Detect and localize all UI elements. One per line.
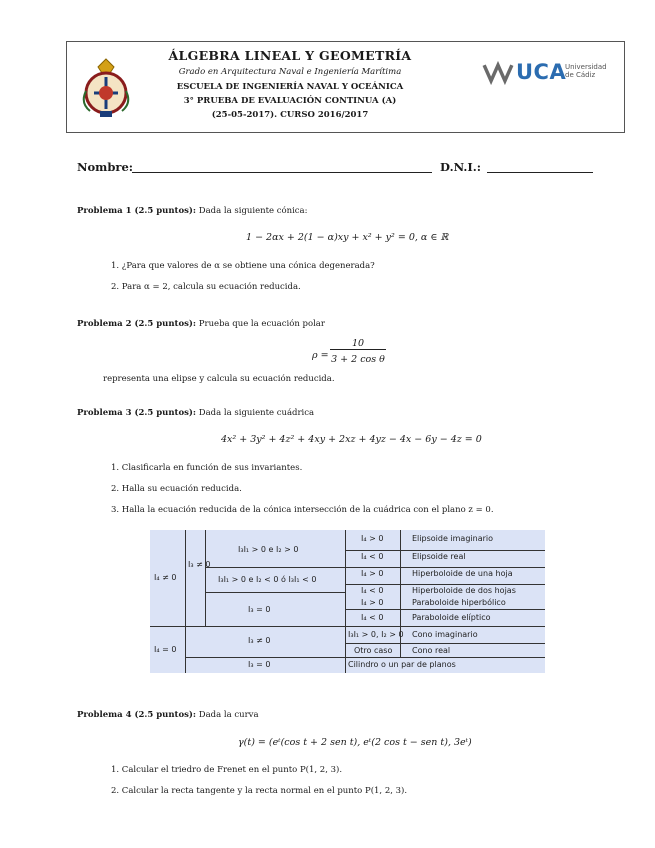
exam-name: 3° PRUEBA DE EVALUACIÓN CONTINUA (A) (183, 96, 397, 106)
problem-1-statement: Problema 1 (2.5 puntos): Dada la siguiente cónica: (77, 206, 308, 216)
problem-4-item-1: 1. Calcular el triedro de Frenet en el punto P(1, 2, 3). (111, 765, 343, 775)
table-row-result: Cono imaginario (412, 630, 478, 639)
table-case-4: I₃ ≠ 0 (248, 636, 271, 645)
table-i4-nonzero: I₄ ≠ 0 (154, 573, 177, 582)
table-row-cond: Otro caso (354, 646, 393, 655)
table-i4-zero: I₄ = 0 (154, 645, 177, 654)
exam-date: (25-05-2017). CURSO 2016/2017 (211, 110, 369, 120)
problem-2-equation-lhs: ρ = (312, 350, 329, 361)
degree-subtitle: Grado en Arquitectura Naval e Ingeniería Marítima (178, 67, 402, 77)
table-row-cond: I₄ > 0 (361, 534, 384, 543)
dni-label: D.N.I.: (440, 160, 481, 174)
problem-2-numerator: 10 (330, 338, 386, 350)
table-row-cond: I₄ < 0 (361, 552, 384, 561)
table-row-cond: I₄ > 0 (361, 598, 384, 607)
table-row-result: Paraboloide hiperbólico (412, 598, 506, 607)
school-name: ESCUELA DE INGENIERÍA NAVAL Y OCEÁNICA (176, 82, 404, 92)
table-case-5: I₃ = 0 (248, 660, 271, 669)
problem-3-item-1: 1. Clasificarla en función de sus invariantes. (111, 463, 303, 473)
course-title: ÁLGEBRA LINEAL Y GEOMETRÍA (168, 48, 412, 63)
problem-2-continuation: representa una elipse y calcula su ecuación reducida. (103, 374, 335, 384)
uca-logo-icon (480, 60, 516, 86)
table-row-cond: I₃I₁ > 0, I₂ > 0 (348, 630, 404, 639)
nombre-field[interactable] (132, 172, 432, 173)
quadric-classification-table (150, 530, 545, 673)
table-case-1: I₃I₁ > 0 e I₂ > 0 (238, 545, 299, 554)
table-row-result: Hiperboloide de dos hojas (412, 586, 516, 595)
dni-field[interactable] (487, 172, 593, 173)
table-i3-nonzero: I₃ ≠ 0 (188, 560, 211, 569)
nombre-label: Nombre: (77, 160, 134, 174)
table-row-result: Cono real (412, 646, 451, 655)
problem-4-statement: Problema 4 (2.5 puntos): Dada la curva (77, 710, 259, 720)
problem-2-denominator: 3 + 2 cos θ (331, 354, 385, 365)
problem-4-equation: γ(t) = (eᵗ(cos t + 2 sen t), eᵗ(2 cos t − sen t), 3eᵗ) (238, 737, 472, 748)
problem-1-item-1: 1. ¿Para que valores de α se obtiene una cónica degenerada? (111, 261, 375, 271)
table-row-result: Paraboloide elíptico (412, 613, 491, 622)
table-case-3: I₃ = 0 (248, 605, 271, 614)
table-row-result: Elipsoide real (412, 552, 466, 561)
table-row-cond: I₄ > 0 (361, 569, 384, 578)
problem-1-equation: 1 − 2αx + 2(1 − α)xy + x² + y² = 0, α ∈ ℝ (246, 232, 449, 243)
table-last-row: Cilindro o un par de planos (348, 660, 456, 669)
problem-4-item-2: 2. Calcular la recta tangente y la recta normal en el punto P(1, 2, 3). (111, 786, 408, 796)
table-row-result: Hiperboloide de una hoja (412, 569, 513, 578)
problem-3-equation: 4x² + 3y² + 4z² + 4xy + 2xz + 4yz − 4x − 6y − 4z = 0 (221, 434, 482, 445)
table-row-cond: I₄ < 0 (361, 613, 384, 622)
problem-2-statement: Problema 2 (2.5 puntos): Prueba que la ecuación polar (77, 319, 325, 329)
problem-3-item-3: 3. Halla la ecuación reducida de la cónica intersección de la cuádrica con el plano z = 0. (111, 505, 494, 515)
uca-logo-subtext: Universidad de Cádiz (565, 63, 607, 79)
problem-3-statement: Problema 3 (2.5 puntos): Dada la siguiente cuádrica (77, 408, 315, 418)
table-row-result: Elipsoide imaginario (412, 534, 494, 543)
problem-1-item-2: 2. Para α = 2, calcula su ecuación reducida. (111, 282, 301, 292)
uca-logo-text: UCA (516, 60, 567, 84)
table-case-2: I₃I₁ > 0 e I₂ < 0 ó I₃I₁ < 0 (218, 575, 317, 584)
table-row-cond: I₄ < 0 (361, 586, 384, 595)
problem-3-item-2: 2. Halla su ecuación reducida. (111, 484, 242, 494)
